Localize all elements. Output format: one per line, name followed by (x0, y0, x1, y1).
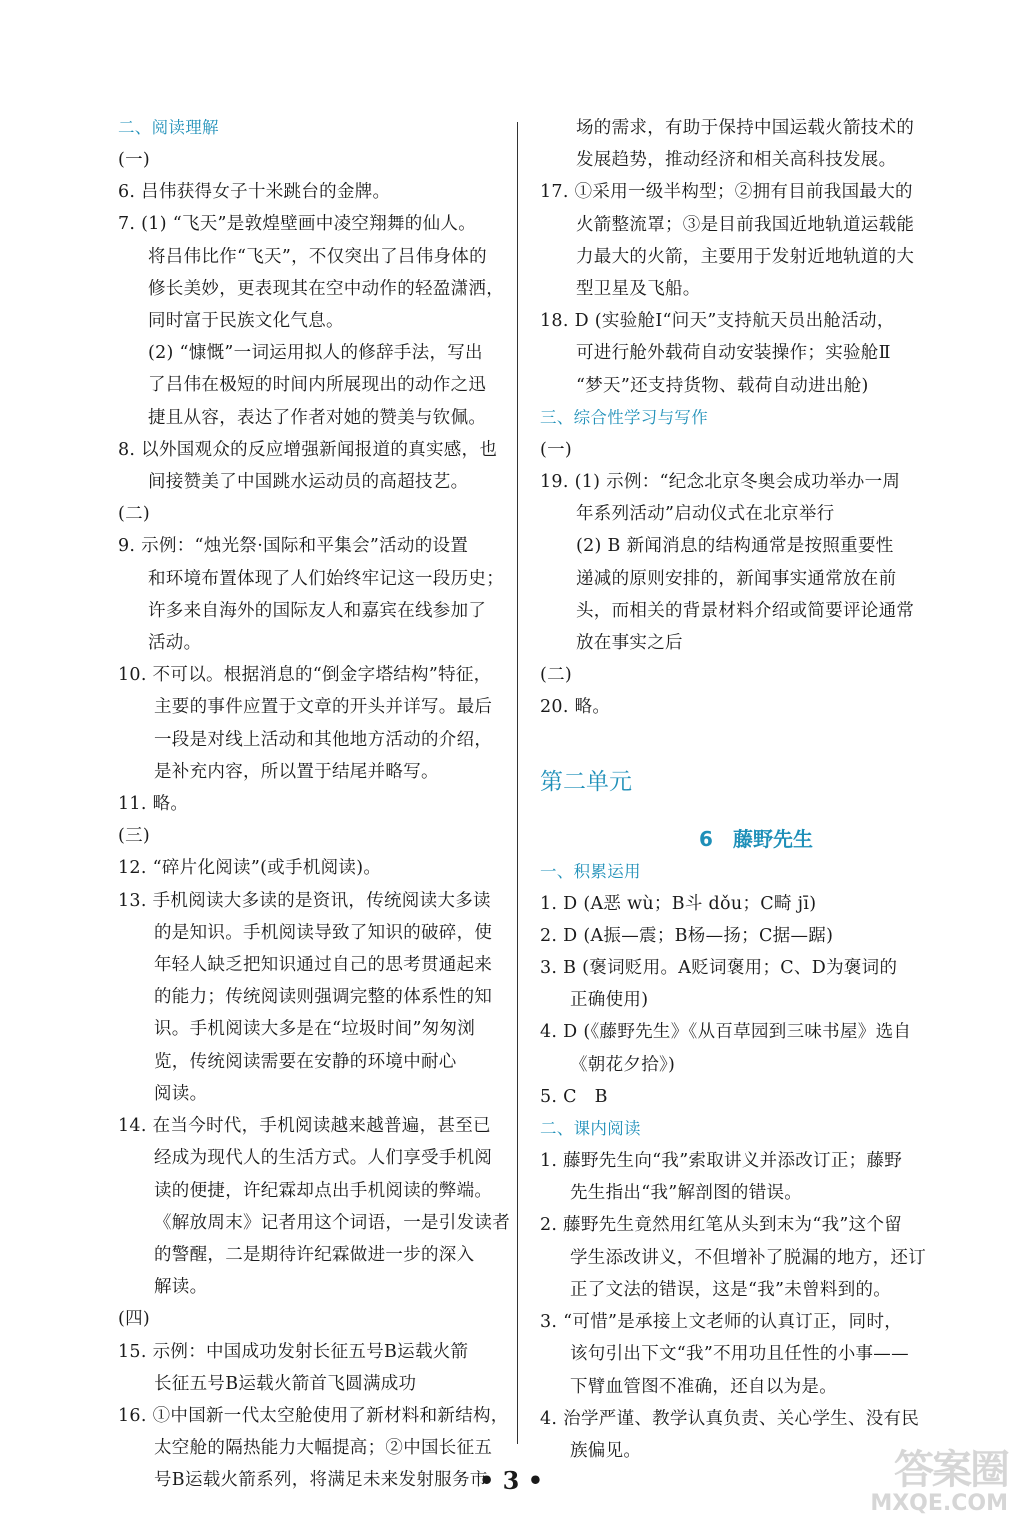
group-label: (四) (118, 1309, 151, 1330)
group-label: (一) (118, 150, 151, 170)
answer-17-line: 17. ①采用一级半构型；②拥有目前我国最大的 (540, 182, 913, 203)
answer-15-line: 长征五号B运载火箭首飞圆满成功 (154, 1373, 417, 1394)
answer-17-line: 型卫星及飞船。 (576, 279, 701, 300)
answer-b4-line: 族偏见。 (570, 1440, 642, 1461)
answer-16-line: 太空舱的隔热能力大幅提高；②中国长征五 (154, 1438, 493, 1459)
answer-7-line: (2) “慷慨”一词运用拟人的修辞手法，写出 (148, 343, 483, 364)
answer-b3-line: 3. “可惜”是承接上文老师的认真订正，同时， (540, 1312, 903, 1333)
answer-9-line: 活动。 (148, 633, 202, 654)
answer-18-line: “梦天”还支持货物、载荷自动进出舱) (576, 375, 869, 396)
group-label: (二) (540, 665, 573, 686)
answer-14-line: 经成为现代人的生活方式。人们享受手机阅 (154, 1148, 493, 1169)
answer-14-line: 解读。 (154, 1277, 208, 1298)
answer-7-line: 捷且从容，表达了作者对她的赞美与钦佩。 (148, 407, 487, 428)
group-label: (一) (540, 439, 573, 460)
answer-19-line: 年系列活动”启动仪式在北京举行 (576, 504, 835, 525)
answer-19-line: 放在事实之后 (576, 633, 683, 654)
answer-14-line: 读的便捷，许纪霖却点出手机阅读的弊端。 (154, 1180, 493, 1201)
answer-16-continued: 场的需求，有助于保持中国运载火箭技术的 (576, 118, 915, 138)
answer-19-line: 头，而相关的背景材料介绍或简要评论通常 (576, 600, 915, 621)
answer-10-line: 主要的事件应置于文章的开头并详写。最后 (154, 697, 493, 718)
answer-a3-line: 3. B (褒词贬用。A贬词褒用；C、D为褒词的 (540, 958, 898, 979)
answer-17-line: 力最大的火箭，主要用于发射近地轨道的大 (576, 246, 915, 267)
answer-10-line: 一段是对线上活动和其他地方活动的介绍， (154, 729, 493, 750)
answer-8-line: 间接赞美了中国跳水运动员的高超技艺。 (148, 472, 469, 493)
answer-12: 12. “碎片化阅读”(或手机阅读)。 (118, 858, 382, 879)
answer-b3-line: 该句引出下文“我”不用功且任性的小事—— (570, 1344, 909, 1365)
group-label: (二) (118, 504, 151, 525)
answer-10-line: 10. 不可以。根据消息的“倒金字塔结构”特征， (118, 665, 492, 686)
answer-b1-line: 1. 藤野先生向“我”索取讲义并添改订正；藤野 (540, 1151, 903, 1172)
answer-13-line: 识。手机阅读大多是在“垃圾时间”匆匆浏 (154, 1019, 476, 1040)
right-column (540, 112, 926, 1467)
answer-16-line: 号B运载火箭系列，将满足未来发射服务市 (154, 1470, 488, 1491)
answer-a4-line: 《朝花夕拾》) (570, 1054, 676, 1075)
answer-a4-line: 4. D (《藤野先生》《从百草园到三味书屋》选自 (540, 1022, 912, 1043)
answer-13-line: 阅读。 (154, 1083, 208, 1104)
section-heading-in-class-reading: 二、课内阅读 (540, 1119, 641, 1139)
watermark-text: 答案圈 (894, 1447, 1008, 1493)
answer-14-line: 14. 在当今时代，手机阅读越来越普遍，甚至已 (118, 1116, 491, 1137)
answer-b4-line: 4. 治学严谨、教学认真负责、关心学生、没有民 (540, 1408, 920, 1429)
group-label: (三) (118, 826, 151, 847)
answer-17-line: 火箭整流罩；③是目前我国近地轨道运载能 (576, 214, 915, 235)
answer-b1-line: 先生指出“我”解剖图的错误。 (570, 1183, 803, 1204)
answer-9-line: 和环境布置体现了人们始终牢记这一段历史； (148, 568, 504, 589)
section-heading-accumulation: 一、积累运用 (540, 861, 641, 881)
answer-16-continued: 发展趋势，推动经济和相关高科技发展。 (576, 150, 897, 171)
left-column (118, 112, 510, 1497)
answer-7-line: 将吕伟比作“飞天”，不仅突出了吕伟身体的 (148, 246, 487, 267)
lesson-title: 6 藤野先生 (699, 826, 813, 851)
answer-14-line: 的警醒，二是期待许纪霖做进一步的深入 (154, 1244, 475, 1265)
answer-7-line: 7. (1) “飞天”是敦煌壁画中凌空翔舞的仙人。 (118, 214, 477, 235)
answer-a3-line: 正确使用) (570, 990, 649, 1011)
answer-b2-line: 学生添改讲义，不但增补了脱漏的地方，还订 (570, 1247, 926, 1268)
answer-8-line: 8. 以外国观众的反应增强新闻报道的真实感，也 (118, 439, 498, 460)
answer-b2-line: 2. 藤野先生竟然用红笔从头到末为“我”这个留 (540, 1215, 903, 1236)
answer-13-line: 年轻人缺乏把知识通过自己的思考贯通起来 (154, 955, 493, 976)
answer-20: 20. 略。 (540, 697, 611, 718)
answer-7-line: 了吕伟在极短的时间内所展现出的动作之迅 (148, 375, 487, 396)
page-number: • 3 • (478, 1466, 544, 1495)
answer-13-line: 的能力；传统阅读则强调完整的体系性的知 (154, 987, 493, 1008)
answer-13-line: 的是知识。手机阅读导致了知识的破碎，使 (154, 922, 493, 943)
answer-6: 6. 吕伟获得女子十米跳台的金牌。 (118, 182, 391, 203)
answer-18-line: 18. D (实验舱Ⅰ“问天”支持航天员出舱活动， (540, 311, 895, 332)
answer-19-line: 递减的原则安排的，新闻事实通常放在前 (576, 568, 897, 589)
answer-b3-line: 下臂血管图不准确，还自以为是。 (570, 1376, 837, 1397)
section-heading-writing: 三、综合性学习与写作 (540, 407, 708, 427)
column-divider (517, 122, 518, 1444)
answer-9-line: 许多来自海外的国际友人和嘉宾在线参加了 (148, 600, 487, 621)
answer-7-line: 同时富于民族文化气息。 (148, 311, 344, 332)
answer-a1: 1. D (A恶 wù；B斗 dǒu；C畸 jī) (540, 893, 817, 914)
answer-a5: 5. C B (540, 1086, 608, 1107)
answer-10-line: 是补充内容，所以置于结尾并略写。 (154, 761, 439, 782)
answer-13-line: 13. 手机阅读大多读的是资讯，传统阅读大多读 (118, 890, 491, 911)
section-heading-reading: 二、阅读理解 (118, 118, 219, 137)
answer-9-line: 9. 示例：“烛光祭·国际和平集会”活动的设置 (118, 536, 469, 557)
watermark-logo (838, 1448, 1008, 1528)
unit-heading: 第二单元 (540, 768, 632, 795)
answer-7-line: 修长美妙，更表现其在空中动作的轻盈潇洒， (148, 278, 504, 299)
answer-19-line: (2) B 新闻消息的结构通常是按照重要性 (576, 536, 894, 557)
answer-13-line: 览，传统阅读需要在安静的环境中耐心 (154, 1051, 457, 1072)
answer-16-line: 16. ①中国新一代太空舱使用了新材料和新结构， (118, 1405, 509, 1426)
answer-11: 11. 略。 (118, 794, 189, 815)
answer-19-line: 19. (1) 示例：“纪念北京冬奥会成功举办一周 (540, 472, 901, 493)
answer-14-line: 《解放周末》记者用这个词语，一是引发读者 (154, 1212, 510, 1233)
answer-b2-line: 正了文法的错误，这是“我”未曾料到的。 (570, 1279, 892, 1300)
answer-18-line: 可进行舱外载荷自动安装操作；实验舱Ⅱ (576, 343, 891, 364)
answer-15-line: 15. 示例：中国成功发射长征五号B运载火箭 (118, 1341, 469, 1362)
watermark-url: MXQE.COM (870, 1491, 1008, 1516)
answer-a2: 2. D (A振—震；B杨—扬；C据—踞) (540, 925, 834, 946)
